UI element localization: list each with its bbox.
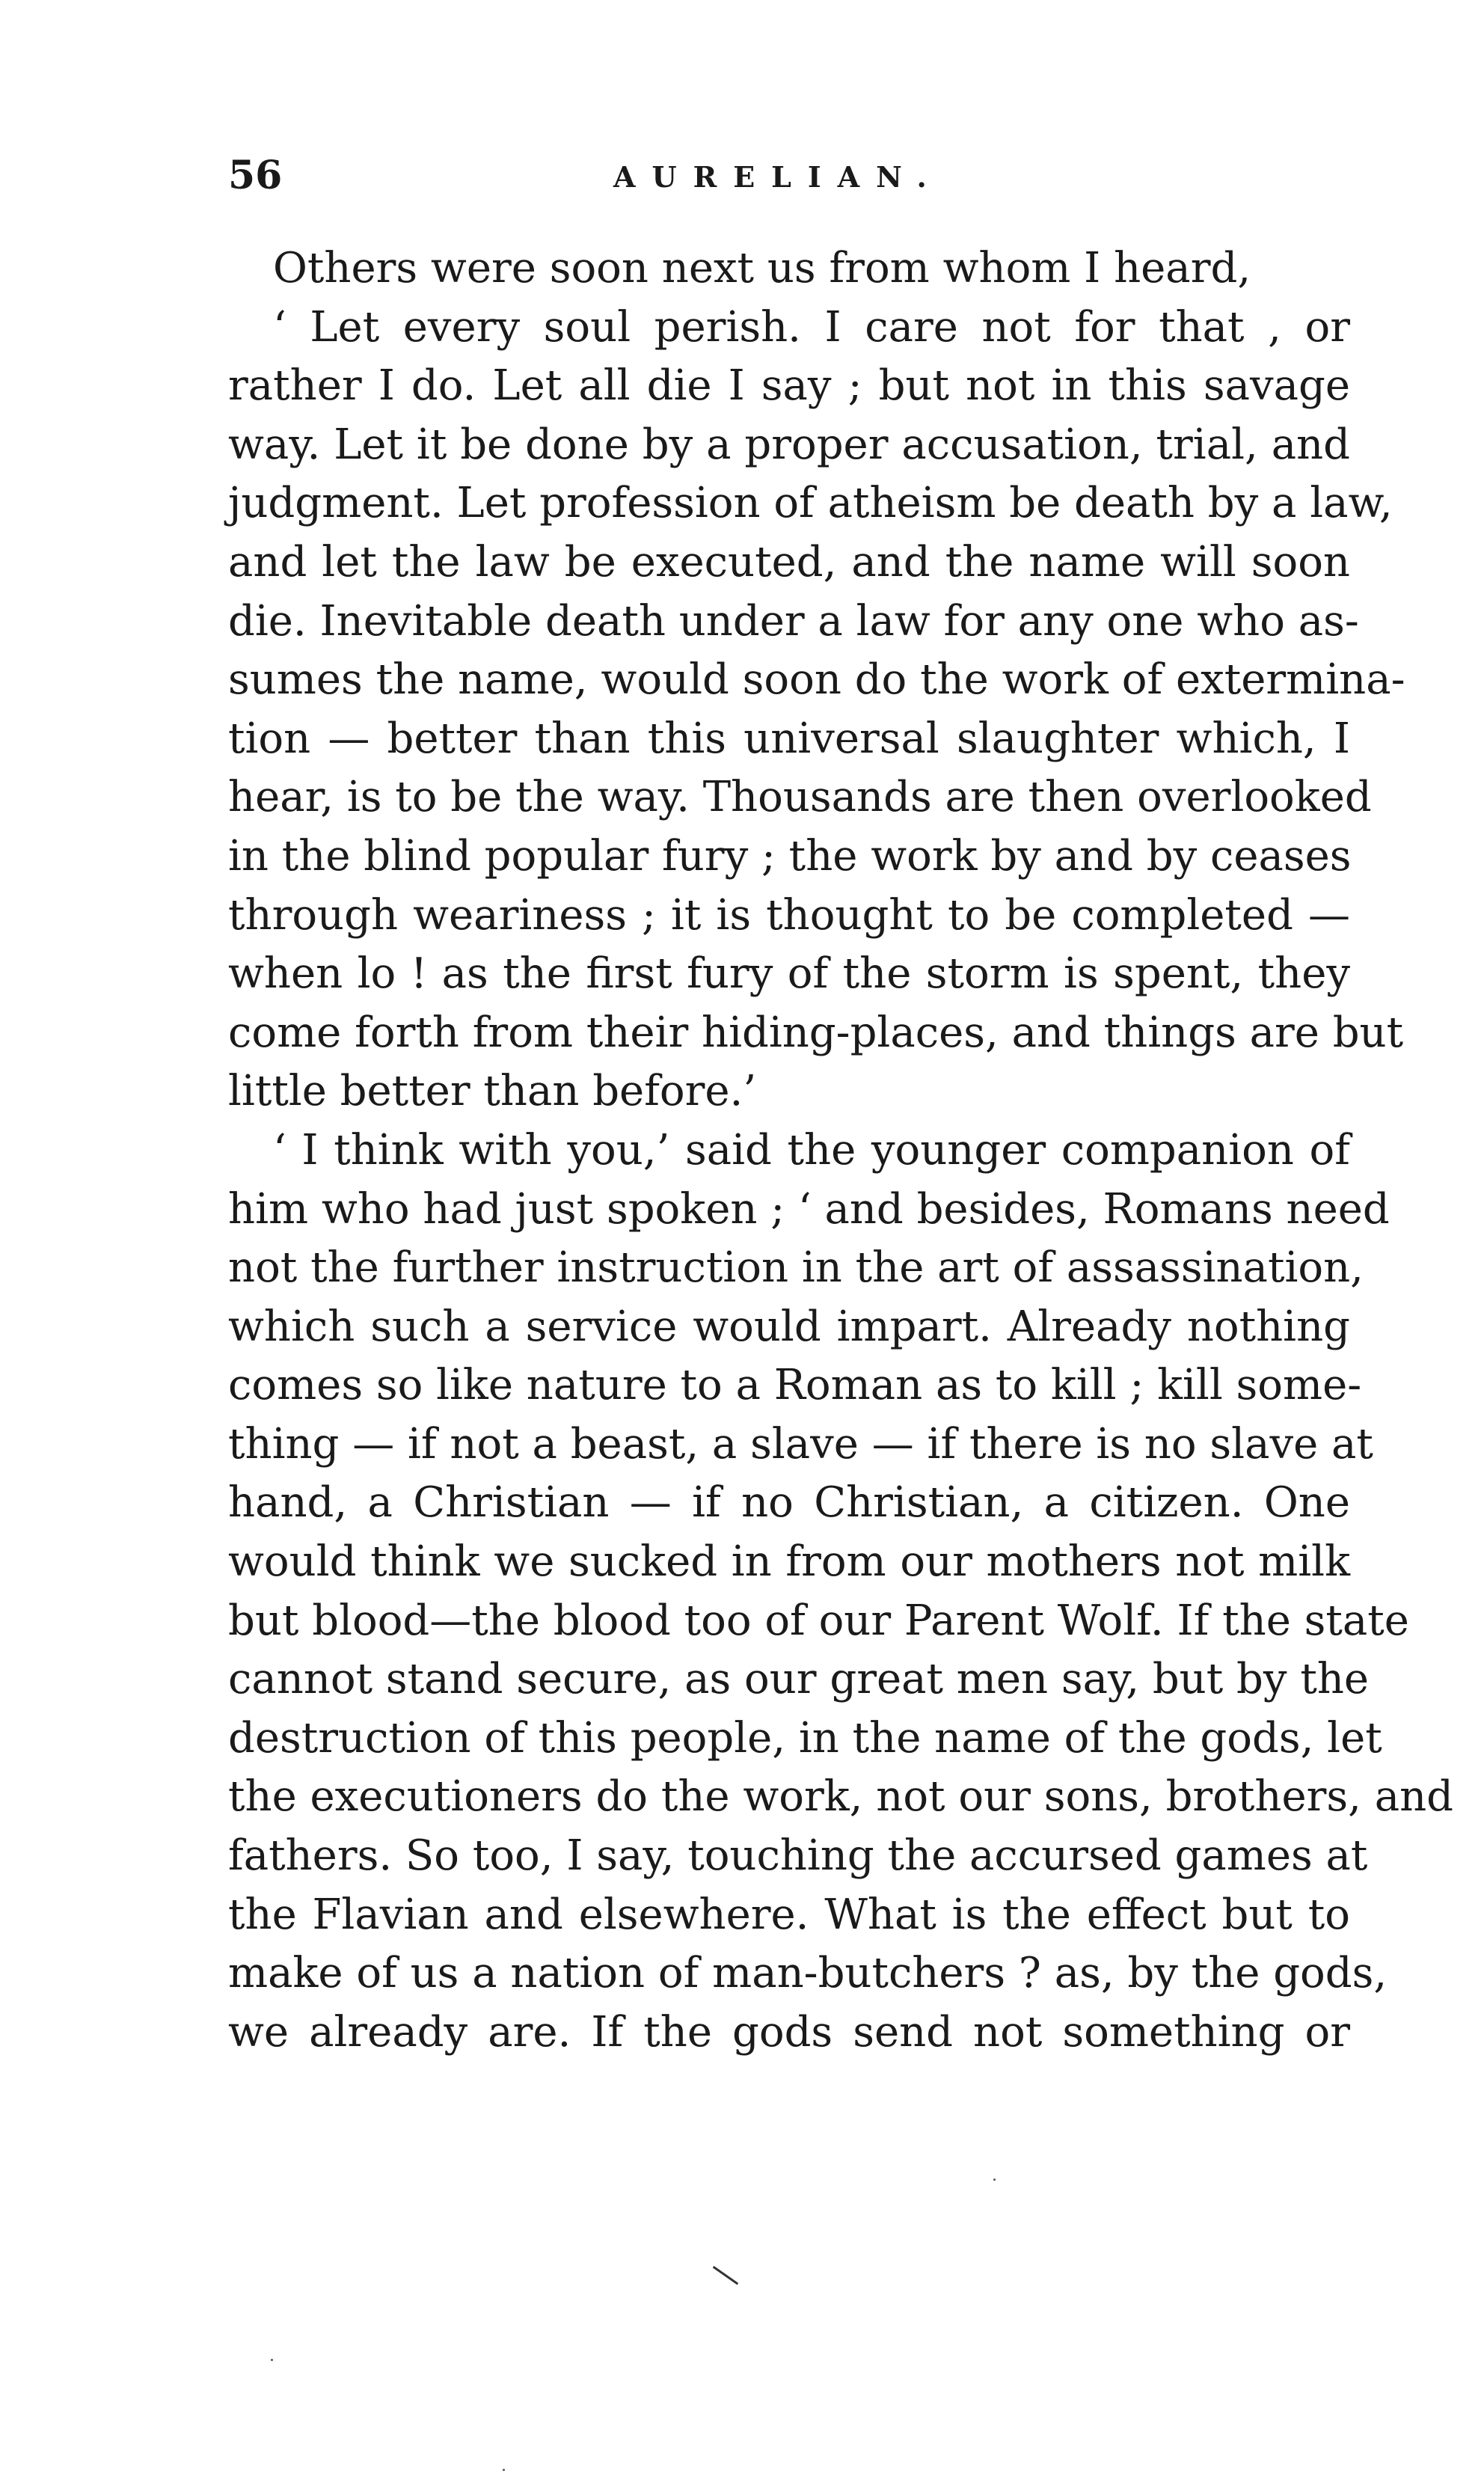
stray-ink-mark bbox=[713, 2266, 738, 2285]
text-line: cannot stand secure, as our great men say, but by the bbox=[228, 1655, 1370, 1704]
text-line: through weariness ; it is thought to be completed — bbox=[228, 890, 1350, 940]
text-line: in the blind popular fury ; the work by and by ceases bbox=[228, 831, 1352, 881]
text-line: make of us a nation of man-butchers ? as, by the gods, bbox=[228, 1949, 1388, 1998]
text-line: when lo ! as the first fury of the storm is spent, they bbox=[228, 949, 1350, 999]
text-line: rather I do. Let all die I say ; but not in this savage bbox=[228, 361, 1350, 411]
text-line: would think we sucked in from our mothers not milk bbox=[228, 1537, 1350, 1587]
text-line: fathers. So too, I say, touching the accursed games at bbox=[228, 1831, 1368, 1881]
text-line: the executioners do the work, not our sons, brothers, and bbox=[228, 1772, 1454, 1822]
text-line: thing — if not a beast, a slave — if there is no slave at bbox=[228, 1419, 1373, 1469]
text-line: little better than before.’ bbox=[228, 1067, 757, 1116]
paper-speck bbox=[503, 2469, 505, 2471]
text-line: ‘ Let every soul perish. I care not for that , or bbox=[273, 302, 1350, 352]
text-line: which such a service would impart. Already nothing bbox=[228, 1302, 1350, 1351]
text-line: Others were soon next us from whom I heard, bbox=[273, 244, 1251, 293]
text-line: we already are. If the gods send not something or bbox=[228, 2007, 1350, 2057]
text-line: destruction of this people, in the name of the gods, let bbox=[228, 1713, 1382, 1763]
text-line: comes so like nature to a Roman as to kill ; kill some- bbox=[228, 1361, 1362, 1410]
running-head: AURELIAN. bbox=[613, 160, 943, 194]
text-body bbox=[228, 239, 1454, 2062]
text-line: the Flavian and elsewhere. What is the effect but to bbox=[228, 1890, 1350, 1939]
text-line: come forth from their hiding-places, and things are but bbox=[228, 1008, 1404, 1057]
text-line: hear, is to be the way. Thousands are then overlooked bbox=[228, 773, 1372, 822]
text-line: not the further instruction in the art of assassination, bbox=[228, 1243, 1364, 1293]
page-number: 56 bbox=[228, 153, 283, 198]
text-line: way. Let it be done by a proper accusation, trial, and bbox=[228, 420, 1350, 469]
text-line: him who had just spoken ; ‘ and besides, Romans need bbox=[228, 1184, 1390, 1234]
text-line: ‘ I think with you,’ said the younger companion of bbox=[273, 1125, 1350, 1175]
text-line: but blood—the blood too of our Parent Wolf. If the state bbox=[228, 1596, 1409, 1645]
text-line: judgment. Let profession of atheism be death by a law, bbox=[228, 479, 1393, 528]
paper-speck bbox=[993, 2179, 996, 2181]
text-line: and let the law be executed, and the name will soon bbox=[228, 537, 1350, 587]
text-line: hand, a Christian — if no Christian, a citizen. One bbox=[228, 1478, 1350, 1528]
text-line: die. Inevitable death under a law for any one who as- bbox=[228, 596, 1359, 646]
text-line: tion — better than this universal slaughter which, I bbox=[228, 714, 1350, 763]
text-line: sumes the name, would soon do the work of extermina- bbox=[228, 655, 1405, 705]
paper-speck bbox=[271, 2359, 273, 2361]
